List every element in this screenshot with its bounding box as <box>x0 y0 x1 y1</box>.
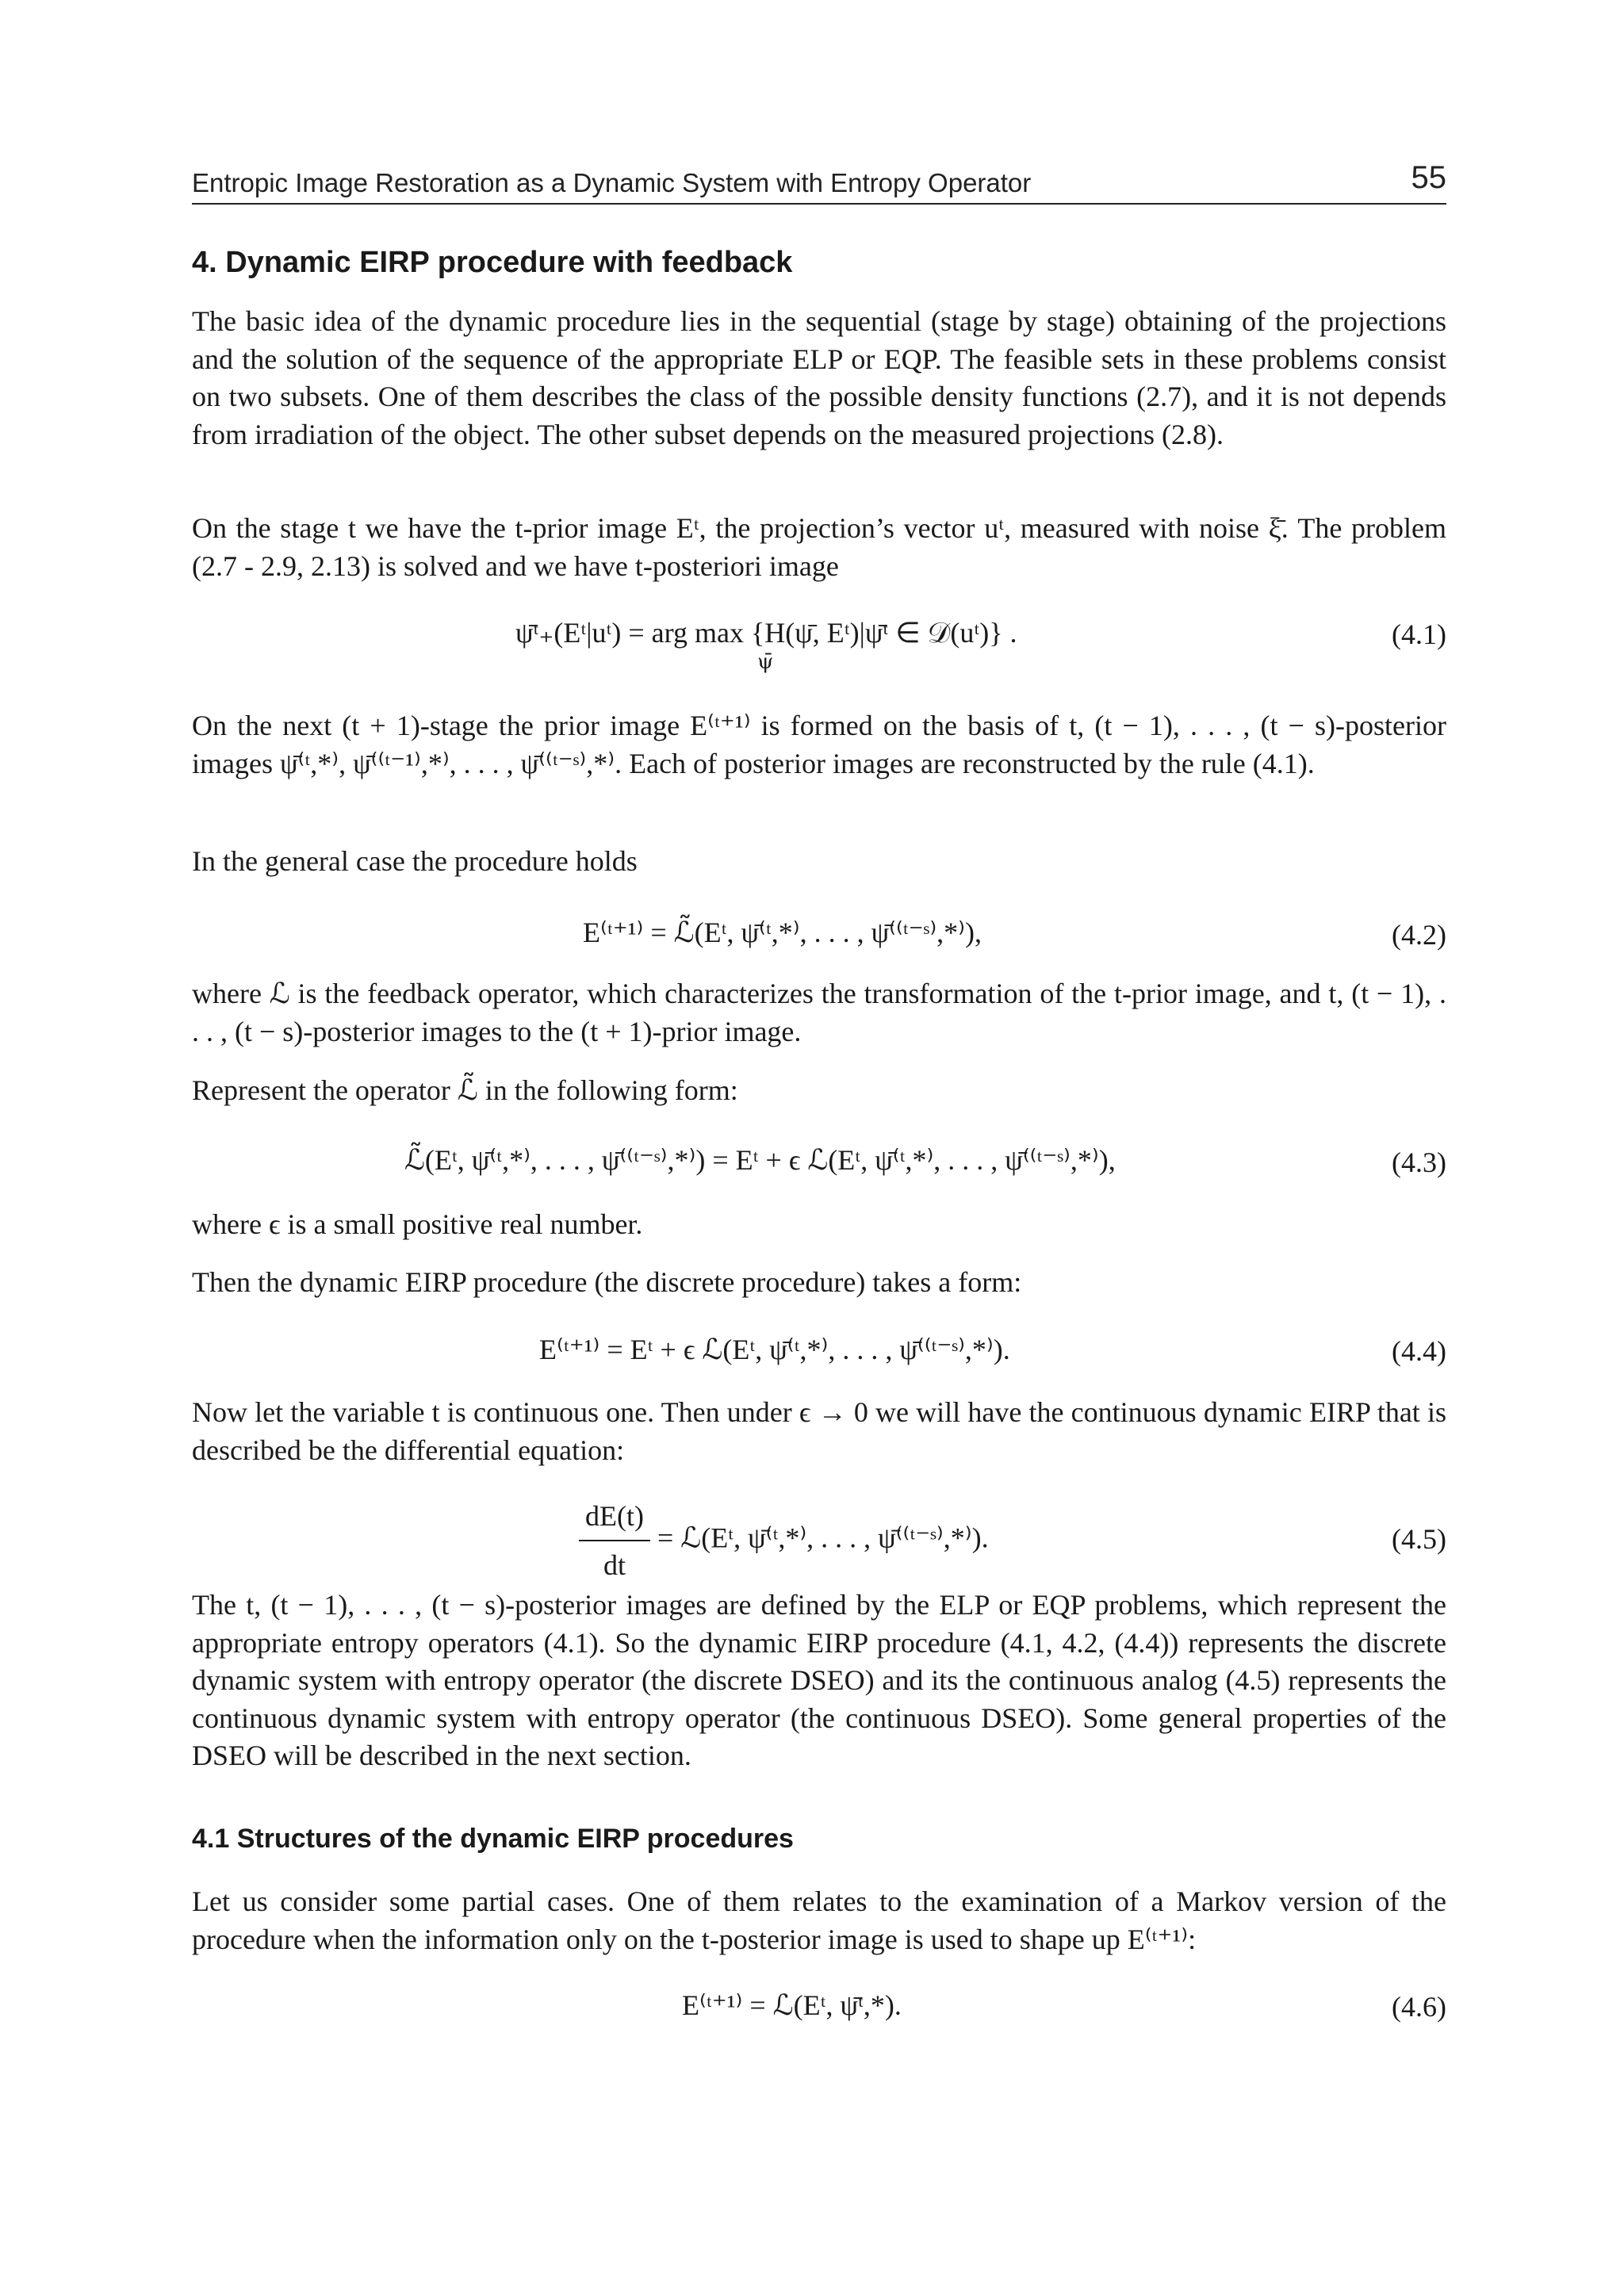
equation-4-3-label: (4.3) <box>1392 1146 1446 1178</box>
equation-4-6-label: (4.6) <box>1392 1991 1446 2023</box>
paragraph-epsilon: where ϵ is a small positive real number. <box>192 1208 643 1240</box>
equation-4-2-label: (4.2) <box>1392 919 1446 951</box>
equation-4-1-body: ψ̄ᵗ₊(Eᵗ|uᵗ) = arg max {H(ψ̄, Eᵗ)|ψ̄ᵗ ∈ 𝒟(uᵗ)} . <box>515 617 1017 649</box>
equation-4-3-body: ℒ̃(Eᵗ, ψ̄⁽ᵗ,*⁾, . . . , ψ̄⁽⁽ᵗ⁻ˢ⁾,*⁾) = Eᵗ + ϵ ℒ(Eᵗ, ψ̄⁽ᵗ,*⁾, . . . , ψ̄⁽⁽ᵗ⁻ˢ⁾,*⁾), <box>404 1144 1116 1176</box>
equation-4-2-body: E⁽ᵗ⁺¹⁾ = ℒ̃(Eᵗ, ψ̄⁽ᵗ,*⁾, . . . , ψ̄⁽⁽ᵗ⁻ˢ⁾,*⁾), <box>583 917 982 948</box>
paragraph-general-case: In the general case the procedure holds <box>192 845 638 877</box>
running-header <box>192 160 1446 198</box>
equation-4-1-argmax-subscript: ψ̄ <box>757 650 774 674</box>
page-number: 55 <box>1411 160 1446 195</box>
equation-4-5-fraction <box>579 1497 650 1584</box>
equation-4-4-body: E⁽ᵗ⁺¹⁾ = Eᵗ + ϵ ℒ(Eᵗ, ψ̄⁽ᵗ,*⁾, . . . , ψ̄⁽⁽ᵗ⁻ˢ⁾,*⁾). <box>539 1334 1010 1365</box>
equation-4-4 <box>539 1330 1010 1369</box>
section-heading: 4. Dynamic EIRP procedure with feedback <box>192 246 793 279</box>
paragraph-next-stage: On the next (t + 1)-stage the prior image E⁽ᵗ⁺¹⁾ is formed on the basis of t, (t − 1), . . . , (t − s)-posterior images ψ̄⁽ᵗ,*⁾, ψ̄⁽⁽ᵗ⁻¹⁾,*⁾, . . . , ψ̄⁽⁽ᵗ⁻ˢ⁾,*⁾. Each of posterior images are reconstructed by the rule (4.1). <box>192 710 1446 779</box>
equation-4-3 <box>404 1141 1116 1179</box>
header-rule <box>192 203 1446 205</box>
equation-4-6-body: E⁽ᵗ⁺¹⁾ = ℒ(Eᵗ, ψ̄ᵗ,*). <box>682 1989 902 2021</box>
paragraph-feedback-operator: where ℒ is the feedback operator, which characterizes the transformation of the t-prior image, and t, (t − 1), . . . , (t − s)-posterior images to the (t + 1)-prior image. <box>192 978 1446 1047</box>
paragraph-markov: Let us consider some partial cases. One of them relates to the examination of a Markov version of the procedure when the information only on the t-posterior image is used to shape up E⁽ᵗ⁺¹⁾: <box>192 1885 1446 1955</box>
running-title: Entropic Image Restoration as a Dynamic System with Entropy Operator <box>192 168 1032 197</box>
paragraph-intro: The basic idea of the dynamic procedure lies in the sequential (stage by stage) obtaining of the projections and the solution of the sequence of the appropriate ELP or EQP. The feasible sets in these problems consist on two subsets. One of them describes the class of the possible density functions (2.7), and it is not depends from irradiation of the object. The other subset depends on the measured projections (2.8). <box>192 305 1446 450</box>
equation-4-5-label: (4.5) <box>1392 1523 1446 1555</box>
paragraph-represent-operator: Represent the operator ℒ̃ in the following form: <box>192 1074 738 1106</box>
subsection-heading: 4.1 Structures of the dynamic EIRP procedures <box>192 1824 794 1854</box>
equation-4-1-label: (4.1) <box>1392 618 1446 650</box>
equation-4-4-label: (4.4) <box>1392 1335 1446 1367</box>
paragraph-discrete-procedure: Then the dynamic EIRP procedure (the discrete procedure) takes a form: <box>192 1266 1022 1298</box>
paragraph-posterior-defined: The t, (t − 1), . . . , (t − s)-posterior images are defined by the ELP or EQP problems, which represent the appropriate entropy operators (4.1). So the dynamic EIRP procedure (4.1, 4.2, (4.4)) represents the discrete dynamic system with entropy operator (the discrete DSEO) and its the continuous analog (4.5) represents the continuous dynamic system with entropy operator (the continuous DSEO). Some general properties of the DSEO will be described in the next section. <box>192 1589 1446 1771</box>
equation-4-5-numerator: dE(t) <box>579 1497 650 1541</box>
equation-4-5-denominator: dt <box>603 1549 626 1581</box>
paragraph-stage-t: On the stage t we have the t-prior image Eᵗ, the projection’s vector uᵗ, measured with noise ξ̄. The problem (2.7 - 2.9, 2.13) is solved and we have t-posteriori image <box>192 512 1446 582</box>
equation-4-6 <box>682 1986 902 2024</box>
equation-4-2 <box>583 913 982 951</box>
paragraph-continuous: Now let the variable t is continuous one. Then under ϵ → 0 we will have the continuous dynamic EIRP that is described be the differential equation: <box>192 1396 1446 1466</box>
equation-4-1 <box>515 614 1017 652</box>
equation-4-5 <box>579 1497 989 1584</box>
equation-4-5-rhs: = ℒ(Eᵗ, ψ̄⁽ᵗ,*⁾, . . . , ψ̄⁽⁽ᵗ⁻ˢ⁾,*⁾). <box>657 1522 989 1554</box>
